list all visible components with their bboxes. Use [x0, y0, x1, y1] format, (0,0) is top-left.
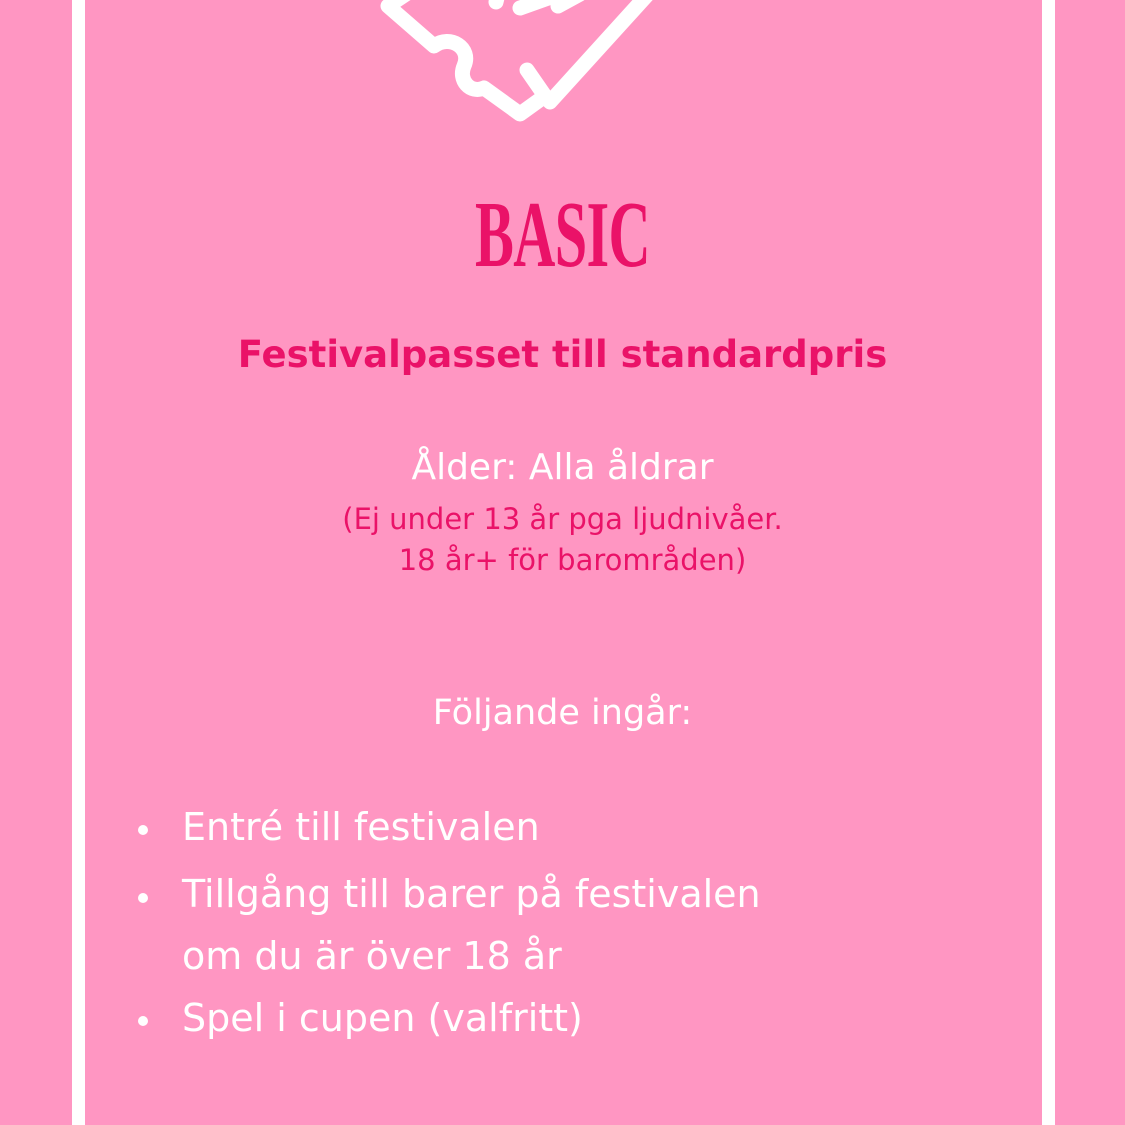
bullet-dot — [138, 893, 148, 903]
bullet-dot — [138, 825, 148, 835]
list-item: Tillgång till barer på festivalen — [182, 872, 761, 916]
ticket-icon — [380, 0, 680, 125]
list-item: Spel i cupen (valfritt) — [182, 996, 583, 1040]
included-heading: Följande ingår: — [432, 693, 693, 733]
list-item-continuation: om du är över 18 år — [182, 934, 562, 978]
age-note-line: (Ej under 13 år pga ljudnivåer. — [342, 502, 783, 536]
plan-title: BASIC — [474, 183, 651, 287]
age-note-line: 18 år+ för barområden) — [398, 543, 747, 577]
list-item: Entré till festivalen — [182, 805, 540, 849]
age-label: Ålder: Alla åldrar — [411, 447, 714, 488]
plan-subtitle: Festivalpasset till standardpris — [237, 333, 888, 376]
bullet-dot — [138, 1016, 148, 1026]
